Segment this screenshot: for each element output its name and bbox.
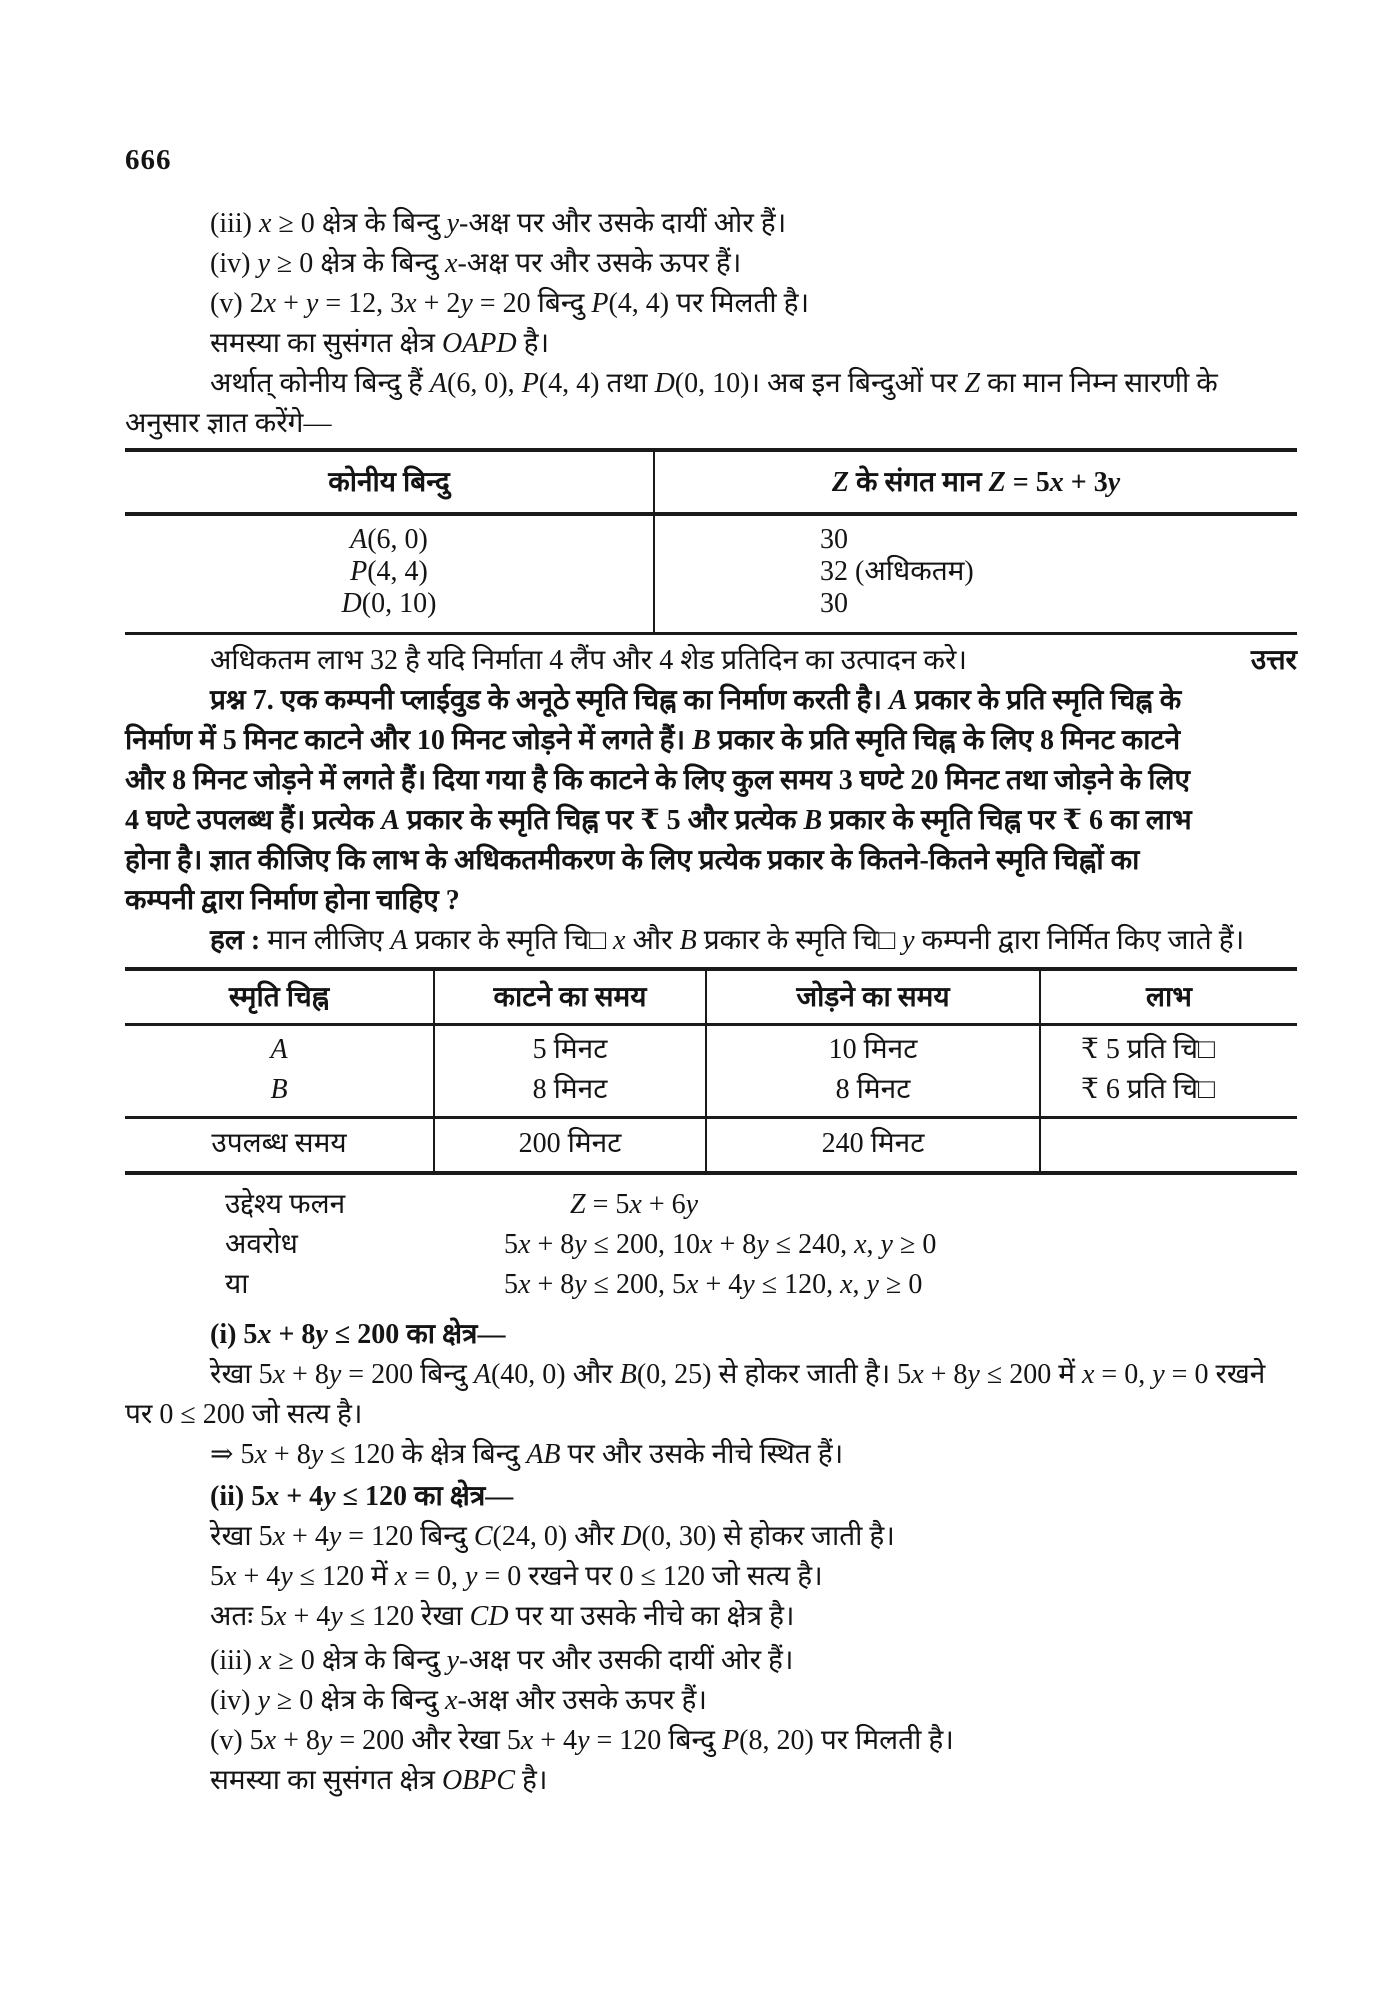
table2-cell-joining: 8 मिनट [707, 1070, 1041, 1116]
region-i-line-3: ⇒ 5x + 8y ≤ 120 के क्षेत्र बिन्दु AB पर और उसके नीचे स्थित हैं। [210, 1439, 844, 1470]
souvenir-table [125, 967, 1297, 1175]
table2-cell-item: B [125, 1070, 435, 1116]
constraints-equation: 5x + 8y ≤ 200, 10x + 8y ≤ 240, x, y ≥ 0 [504, 1229, 937, 1260]
region-i-line-2: पर 0 ≤ 200 जो सत्य है। [125, 1399, 363, 1430]
region-ii-line-3: अतः 5x + 4y ≤ 120 रेखा CD पर या उसके नीचे का क्षेत्र है। [210, 1601, 795, 1632]
feasible-region-line: समस्या का सुसंगत क्षेत्र OBPC है। [210, 1765, 548, 1796]
objective-function-equation: Z = 5x + 6y [570, 1189, 699, 1220]
question-7-line: निर्माण में 5 मिनट काटने और 10 मिनट जोड़ने में लगते हैं। B प्रकार के प्रति स्मृति चिह्न के लिए 8 मिनट काटने [125, 725, 1181, 756]
or-constraints-row [125, 1265, 1297, 1305]
region-ii-line-2: 5x + 4y ≤ 120 में x = 0, y = 0 रखने पर 0 ≤ 120 जो सत्य है। [210, 1561, 823, 1592]
region-iv-line: (iv) y ≥ 0 क्षेत्र के बिन्दु x-अक्ष और उसके ऊपर हैं। [210, 1685, 707, 1716]
question-7-line: प्रश्न 7. एक कम्पनी प्लाईवुड के अनूठे स्मृति चिह्न का निर्माण करती है। A प्रकार के प्रति स्मृति चिह्न के [210, 685, 1182, 716]
table2-header-profit: लाभ [1041, 971, 1297, 1026]
constraints-row [125, 1225, 1297, 1265]
table1-row-value: 32 (अधिकतम) [820, 556, 974, 587]
answer-row [125, 641, 1297, 681]
table1-row-value: 30 [820, 524, 848, 555]
region-ii-line-1: रेखा 5x + 4y = 120 बिन्दु C(24, 0) और D(0, 30) से होकर जाती है। [210, 1521, 895, 1552]
table1-header-z-value: Z के संगत मान Z = 5x + 3y [655, 452, 1297, 516]
region-v-line: (v) 5x + 8y = 200 और रेखा 5x + 4y = 120 बिन्दु P(8, 20) पर मिलती है। [210, 1725, 954, 1756]
table2-header-joining: जोड़ने का समय [707, 971, 1041, 1026]
region-iii-line: (iii) x ≥ 0 क्षेत्र के बिन्दु y-अक्ष पर और उसकी दायीं ओर हैं। [210, 1645, 794, 1676]
solution-intro-text: मान लीजिए A प्रकार के स्मृति चि□ x और B प्रकार के स्मृति चि□ y कम्पनी द्वारा निर्मित किए जाते हैं। [267, 925, 1245, 956]
lp-formulation [125, 1185, 1297, 1305]
table1-row-point: D(0, 10) [125, 588, 655, 632]
table2-cell-item: A [125, 1026, 435, 1070]
table1-header-corner-point: कोनीय बिन्दु [125, 452, 655, 516]
table1-row-point: P(4, 4) [125, 556, 655, 588]
solution-intro-line [125, 921, 1297, 961]
prev-solution-line-v: (v) 2x + y = 12, 3x + 2y = 20 बिन्दु P(4, 4) पर मिलती है। [210, 288, 810, 319]
region-ii-heading: (ii) 5x + 4y ≤ 120 का क्षेत्र— [210, 1481, 514, 1512]
answer-text: अधिकतम लाभ 32 है यदि निर्माता 4 लैंप और 4 शेड प्रतिदिन का उत्पादन करे। [210, 645, 967, 676]
table2-footer-cutting: 200 मिनट [435, 1116, 707, 1171]
page-content [125, 140, 1297, 1801]
or-constraints-equation: 5x + 8y ≤ 200, 5x + 4y ≤ 120, x, y ≥ 0 [504, 1269, 923, 1300]
table2-cell-cutting: 8 मिनट [435, 1070, 707, 1116]
table2-header-souvenir: स्मृति चिह्न [125, 971, 435, 1026]
table2-footer-item: उपलब्ध समय [125, 1116, 435, 1171]
corner-points-table [125, 448, 1297, 635]
table2-cell-profit: ₹ 6 प्रति चि□ [1081, 1074, 1215, 1105]
question-7-paragraph [125, 681, 1297, 921]
table2-cell-joining: 10 मिनट [707, 1026, 1041, 1070]
table2-footer-joining: 240 मिनट [707, 1116, 1041, 1171]
table2-header-cutting: काटने का समय [435, 971, 707, 1026]
table2-footer-profit [1041, 1116, 1297, 1171]
question-7-line: और 8 मिनट जोड़ने में लगते हैं। दिया गया है कि काटने के लिए कुल समय 3 घण्टे 20 मिनट तथा जोड़ने के लिए [125, 765, 1190, 796]
question-7-line: होना है। ज्ञात कीजिए कि लाभ के अधिकतमीकरण के लिए प्रत्येक प्रकार के कितने-कितने स्मृति चिह्नों का [125, 845, 1140, 876]
table2-cell-cutting: 5 मिनट [435, 1026, 707, 1070]
prev-feasible-region-line: समस्या का सुसंगत क्षेत्र OAPD है। [210, 328, 550, 359]
table1-row-value: 30 [820, 588, 848, 619]
objective-function-row [125, 1185, 1297, 1225]
question-7-line: कम्पनी द्वारा निर्माण होना चाहिए ? [125, 885, 460, 916]
question-7-line: 4 घण्टे उपलब्ध हैं। प्रत्येक A प्रकार के स्मृति चिह्न पर ₹ 5 और प्रत्येक B प्रकार के स्मृति चिह्न पर ₹ 6 का लाभ [125, 805, 1192, 836]
prev-solution-line-iv: (iv) y ≥ 0 क्षेत्र के बिन्दु x-अक्ष पर और उसके ऊपर हैं। [210, 248, 742, 279]
page-number: 666 [125, 144, 172, 176]
corner-points-line-1: अर्थात् कोनीय बिन्दु हैं A(6, 0), P(4, 4) तथा D(0, 10)। अब इन बिन्दुओं पर Z का मान निम्न सारणी के [210, 368, 1218, 399]
region-i-line-1: रेखा 5x + 8y = 200 बिन्दु A(40, 0) और B(0, 25) से होकर जाती है। 5x + 8y ≤ 200 में x = 0, y = 0 रखने [210, 1359, 1266, 1390]
table2-cell-profit: ₹ 5 प्रति चि□ [1081, 1034, 1215, 1065]
solution-label: हल : [210, 925, 261, 956]
objective-function-label: उद्देश्य फलन [225, 1189, 346, 1220]
region-i-heading: (i) 5x + 8y ≤ 200 का क्षेत्र— [210, 1319, 506, 1350]
or-label: या [225, 1269, 249, 1300]
answer-label: उत्तर [1250, 645, 1297, 676]
corner-points-line-2: अनुसार ज्ञात करेंगे— [125, 408, 332, 439]
table1-row-point: A(6, 0) [125, 516, 655, 556]
prev-solution-line-iii: (iii) x ≥ 0 क्षेत्र के बिन्दु y-अक्ष पर और उसके दायीं ओर हैं। [210, 208, 787, 239]
constraints-label: अवरोध [225, 1229, 298, 1260]
